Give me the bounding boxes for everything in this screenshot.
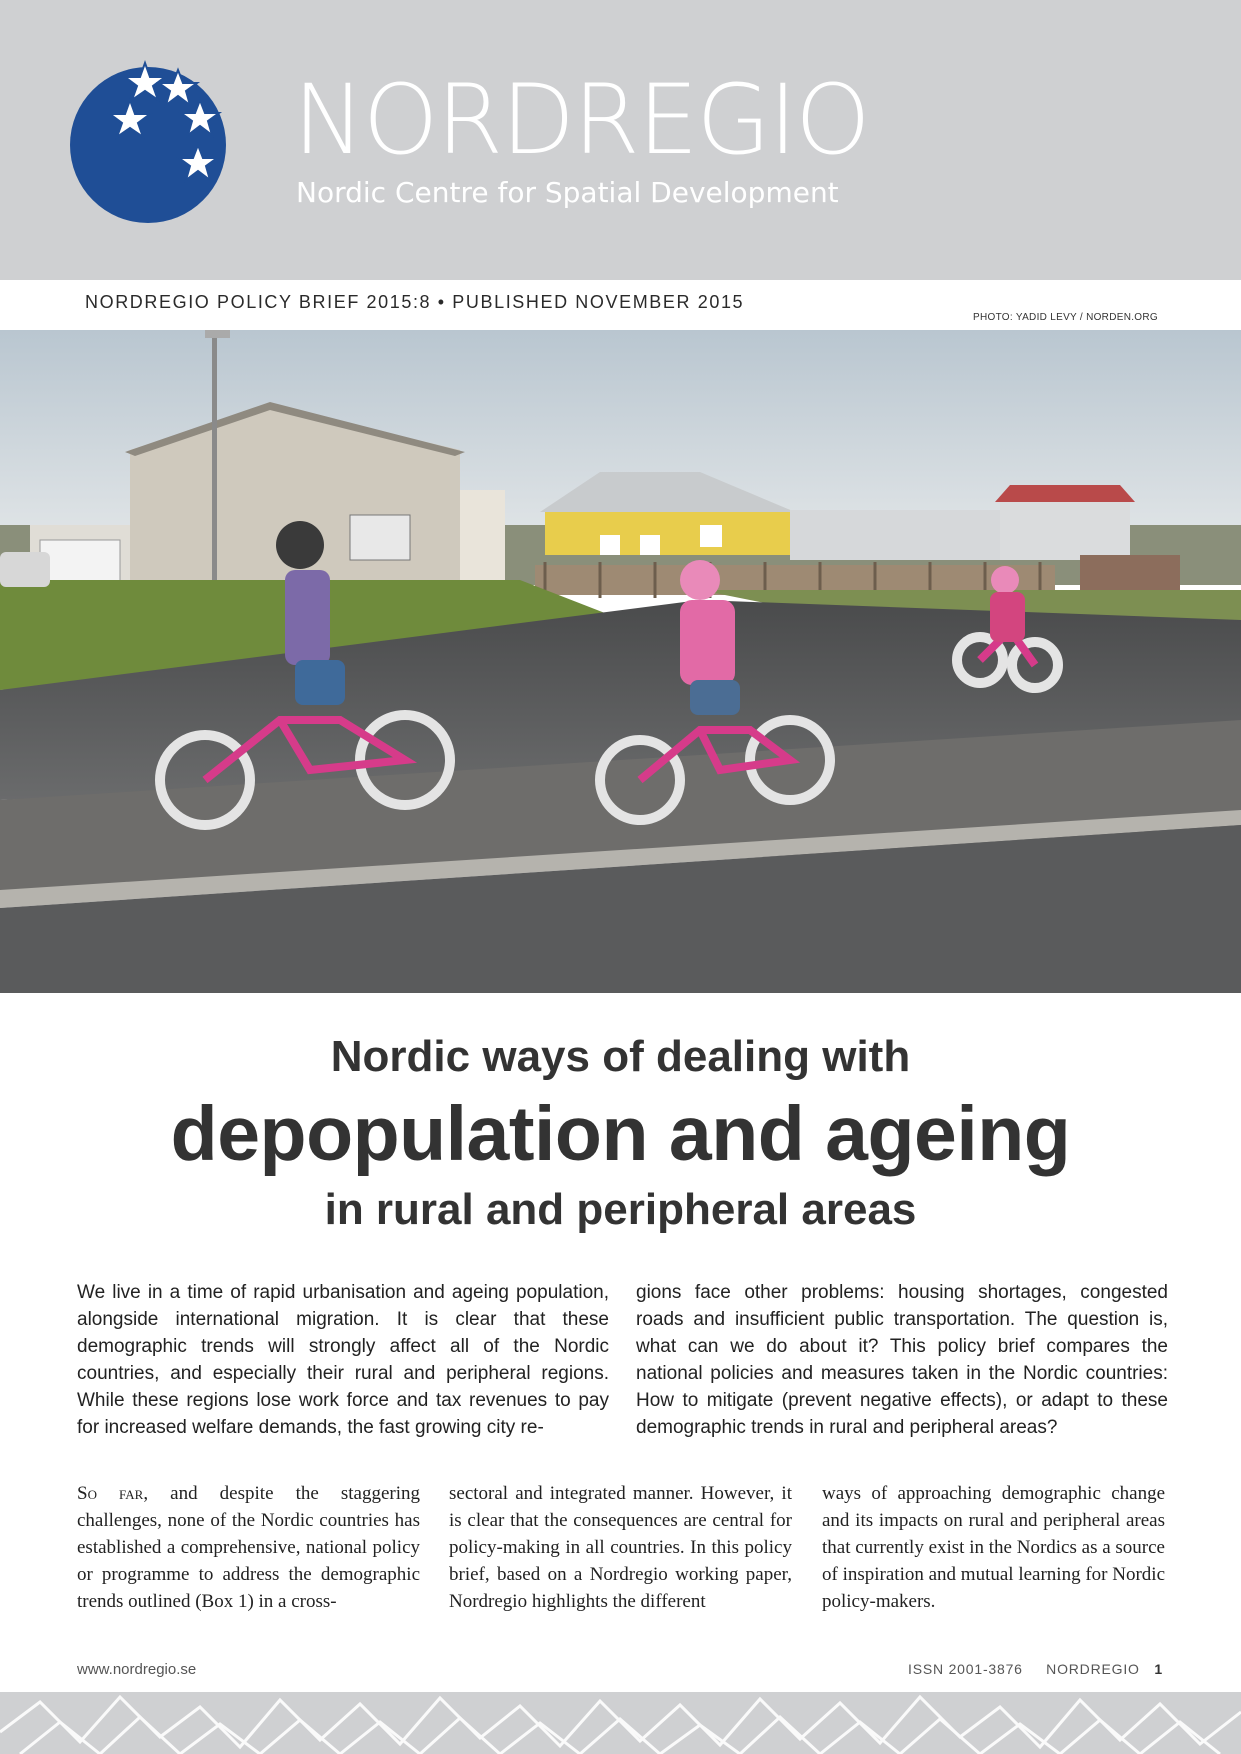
footer-star-pattern bbox=[0, 1692, 1241, 1754]
title-line-1: Nordic ways of dealing with bbox=[330, 1032, 911, 1081]
body-column-1-text: , and despite the staggering challenges, none of the Nordic countries has established a comprehensive, national policy or programme to address the demographic trends outlined (Box 1) in a cross- bbox=[77, 1483, 421, 1612]
body-lead-in: So far bbox=[77, 1483, 144, 1504]
policy-brief-line: NORDREGIO POLICY BRIEF 2015:8 • PUBLISHED NOVEMBER 2015 bbox=[85, 292, 745, 312]
header-banner bbox=[0, 0, 1241, 280]
body-column-1 bbox=[77, 1480, 420, 1615]
lead-paragraph-left: We live in a time of rapid urbanisation and ageing population, alongside international migration. It is clear that these demographic trends will strongly affect all of the Nordic countries, and especially their rural and peripheral regions. While these regions lose work force and tax revenues to pay for increased welfare demands, the fast growing city re- bbox=[77, 1282, 609, 1438]
brand-tagline: Nordic Centre for Spatial Development bbox=[296, 176, 839, 209]
photo-credit: PHOTO: YADID LEVY / NORDEN.ORG bbox=[973, 312, 1158, 323]
lead-paragraph-right: gions face other problems: housing shortages, congested roads and insufficient public transportation. The question is, what can we do about it? This policy brief compares the national policies and measures taken in the Nordic countries: How to mitigate (prevent negative effects), or adapt to these demographic trends in rural and peripheral areas? bbox=[636, 1282, 1168, 1438]
title-line-3: in rural and peripheral areas bbox=[324, 1185, 917, 1234]
cover-photo bbox=[0, 330, 1241, 993]
footer-issn: ISSN 2001-3876 bbox=[908, 1661, 1023, 1677]
body-column-2: sectoral and integrated manner. However, it is clear that the consequences are central for policy-making in all countries. In this policy brief, based on a Nordregio working paper, Nordregio highlights the different bbox=[449, 1483, 792, 1612]
footer-info bbox=[908, 1661, 1163, 1677]
page-number: 1 bbox=[1154, 1661, 1163, 1677]
nordregio-logo-icon bbox=[70, 55, 235, 225]
footer-brand: NORDREGIO bbox=[1046, 1661, 1140, 1677]
body-column-3: ways of approaching demographic change and its impacts on rural and peripheral areas that currently exist in the Nordics as a source of inspiration and mutual learning for Nordic policy-makers. bbox=[822, 1483, 1165, 1612]
title-line-2: depopulation and ageing bbox=[170, 1091, 1071, 1177]
footer-website-link[interactable]: www.nordregio.se bbox=[77, 1661, 197, 1678]
brand-name: NORDREGIO bbox=[293, 64, 869, 176]
